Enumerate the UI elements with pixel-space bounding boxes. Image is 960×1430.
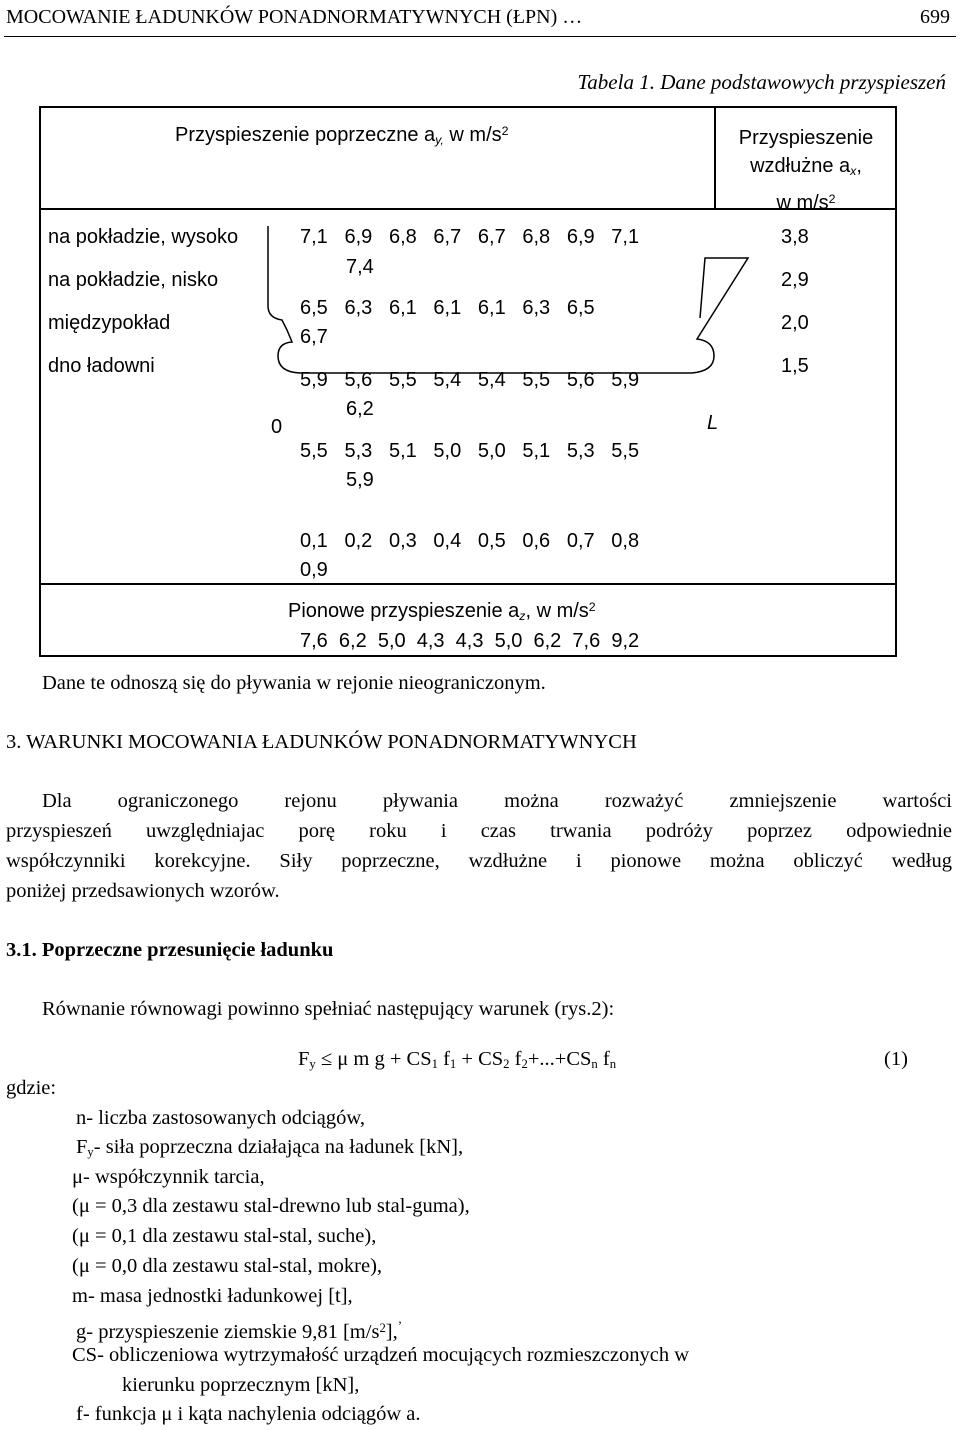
values-deck-high-extra: 7,4 xyxy=(346,256,374,278)
values-tweendeck-extra: 6,2 xyxy=(346,398,374,420)
values-deck-low: 6,5 6,3 6,1 6,1 6,1 6,3 6,5 xyxy=(300,297,595,319)
running-header: MOCOWANIE ŁADUNKÓW PONADNORMATYWNYCH (ŁPN) … xyxy=(6,6,583,28)
longitudinal-value-2: 2,9 xyxy=(781,269,809,291)
values-deck-high: 7,1 6,9 6,8 6,7 6,7 6,8 6,9 7,1 xyxy=(300,226,640,248)
position-values-extra: 0,9 xyxy=(300,559,328,581)
longitudinal-value-3: 2,0 xyxy=(781,312,809,334)
where-label: gdzie: xyxy=(6,1077,57,1099)
definition-m: m- masa jednostki ładunkowej [t], xyxy=(72,1285,353,1307)
longitudinal-header: Przyspieszenie wzdłużne $a_x$, w $m/s^2$ xyxy=(738,127,874,214)
values-deck-low-extra: 6,7 xyxy=(300,326,328,348)
formula-number: (1) xyxy=(884,1048,908,1070)
row-label-deck-high: na pokładzie, wysoko xyxy=(48,226,239,248)
definition-mu-steel-wood: (μ = 0,3 dla zestawu stal-drewno lub stal-guma), xyxy=(72,1195,470,1217)
longitudinal-value-1: 3,8 xyxy=(781,226,809,248)
paragraph-line-1: Dla ograniczonego rejonu pływania można rozważyć zmniejszenie wartości xyxy=(42,790,952,812)
formula-1: $F_y \le \mu$ m $g + CS_1$ $f_1 + CS_2$ $f_2+...+CS_n$ $f_n$ xyxy=(298,1048,617,1071)
definition-mu: μ- współczynnik tarcia, xyxy=(72,1166,265,1188)
definition-fy: $F_y-$ siła poprzeczna działająca na ładunek [kN], xyxy=(76,1136,464,1159)
definition-n: n- liczba zastosowanych odciągów, xyxy=(76,1107,365,1129)
definition-mu-steel-wet: (μ = 0,0 dla zestawu stal-stal, mokre), xyxy=(72,1255,383,1277)
position-values: 0,1 0,2 0,3 0,4 0,5 0,6 0,7 0,8 xyxy=(300,530,640,552)
page-number: 699 xyxy=(920,6,950,28)
section-title: 3. WARUNKI MOCOWANIA ŁADUNKÓW PONADNORMATYWNYCH xyxy=(6,731,637,753)
row-label-hold-bottom: dno ładowni xyxy=(48,355,155,377)
paragraph-line-3: współczynniki korekcyjne. Siły poprzeczne, wzdłużne i pionowe można obliczyć według xyxy=(6,850,952,872)
vertical-values: 7,6 6,2 5,0 4,3 4,3 5,0 6,2 7,6 9,2 xyxy=(300,630,640,652)
row-label-tweendeck: międzypokład xyxy=(48,312,171,334)
paragraph-line-2: przyspieszeń uwzględniajac porę roku i czas trwania podróży poprzez odpowiednie xyxy=(6,820,952,842)
definition-mu-steel-dry: (μ = 0,1 dla zestawu stal-stal, suche), xyxy=(72,1225,377,1247)
equilibrium-intro: Równanie równowagi powinno spełniać następujący warunek (rys.2): xyxy=(42,998,615,1020)
table-caption: Tabela 1. Dane podstawowych przyspieszeń xyxy=(577,70,946,94)
row-label-deck-low: na pokładzie, nisko xyxy=(48,269,219,291)
definition-cs-cont: kierunku poprzecznym [kN], xyxy=(122,1374,360,1396)
values-hold-bottom-extra: 5,9 xyxy=(346,469,374,491)
vertical-header: Pionowe przyspieszenie $a_z$, w $m/s^2$ xyxy=(288,600,596,623)
values-hold-bottom: 5,5 5,3 5,1 5,0 5,0 5,1 5,3 5,5 xyxy=(300,440,640,462)
ship-outline-diagram xyxy=(0,0,960,700)
values-tweendeck: 5,9 5,6 5,5 5,4 5,4 5,5 5,6 5,9 xyxy=(300,369,640,391)
definition-cs: CS- obliczeniowa wytrzymałość urządzeń mocujących rozmieszczonych w xyxy=(72,1344,690,1366)
definition-f: f- funkcja μ i kąta nachylenia odciągów a. xyxy=(76,1403,421,1425)
transverse-header: Przyspieszenie poprzeczne $a_{y,}$ w $m/s^2$ xyxy=(175,124,509,147)
longitudinal-value-4: 1,5 xyxy=(781,355,809,377)
subsection-title: 3.1. Poprzeczne przesunięcie ładunku xyxy=(6,939,334,961)
note-text: Dane te odnoszą się do pływania w rejonie nieograniczonym. xyxy=(42,672,546,694)
paragraph-line-4: poniżej przedsawionych wzorów. xyxy=(6,880,280,902)
definition-g: g- przyspieszenie ziemskie 9,81 $[m/s^2],^’$ xyxy=(76,1318,403,1343)
position-label-zero: 0 xyxy=(271,416,283,438)
position-label-L: L xyxy=(707,412,719,434)
